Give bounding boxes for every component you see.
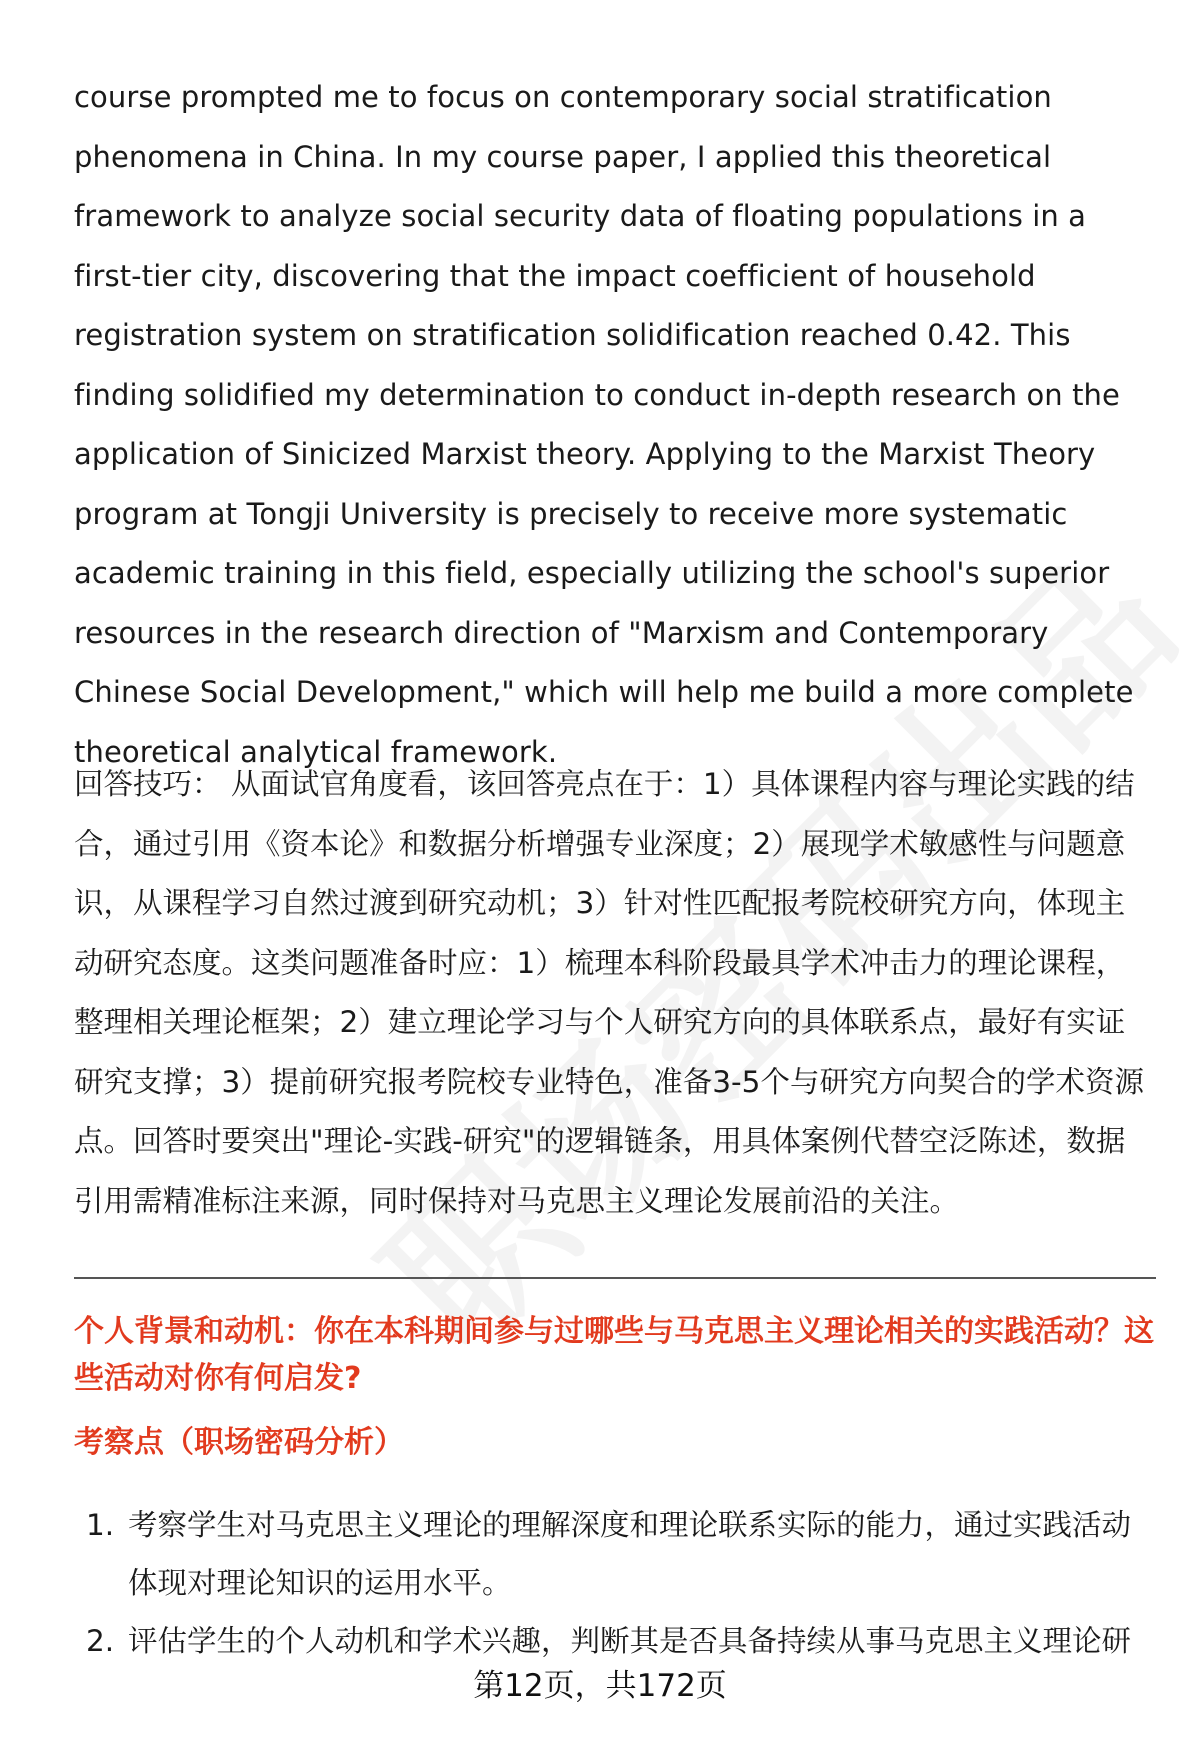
english-answer-paragraph: course prompted me to focus on contemporary social stratification phenomena in China. In my course paper, I applied this theoretical framework to analyze social security data of floating populations in a first-tier city, discovering that the impact coefficient of household registration system on stratification solidification reached 0.42. This finding solidified my determination to conduct in-depth research on the application of Sinicized Marxist theory. Applying to the Marxist Theory program at Tongji University is precisely to receive more systematic academic training in this field, especially utilizing the school's superior resources in the research direction of "Marxism and Contemporary Chinese Social Development," which will help me build a more complete theoretical analytical framework. <box>74 80 1134 769</box>
assessment-points-heading: 考察点（职场密码分析） <box>74 1425 404 1460</box>
page-number-footer: 第12页，共172页 <box>473 1668 727 1704</box>
assessment-points-list <box>74 1496 1156 1670</box>
list-item <box>74 1496 1156 1612</box>
list-item-number: 1. <box>86 1508 115 1542</box>
interview-question: 个人背景和动机：你在本科期间参与过哪些与马克思主义理论相关的实践活动？这些活动对你有何启发? <box>74 1314 1154 1396</box>
list-item-number: 2. <box>86 1624 115 1658</box>
list-item-text: 评估学生的个人动机和学术兴趣，判断其是否具备持续从事马克思主义理论研 <box>128 1624 1132 1658</box>
list-item-text: 考察学生对马克思主义理论的理解深度和理论联系实际的能力，通过实践活动体现对理论知识的运用水平。 <box>128 1508 1132 1600</box>
section-divider <box>74 1277 1156 1279</box>
answer-tips-paragraph: 回答技巧： 从面试官角度看，该回答亮点在于：1）具体课程内容与理论实践的结合，通过引用《资本论》和数据分析增强专业深度；2）展现学术敏感性与问题意识，从课程学习自然过渡到研究动机；3）针对性匹配报考院校研究方向，体现主动研究态度。这类问题准备时应：1）梳理本科阶段最具学术冲击力的理论课程，整理相关理论框架；2）建立理论学习与个人研究方向的具体联系点，最好有实证研究支撑；3）提前研究报考院校专业特色，准备3-5个与研究方向契合的学术资源点。回答时要突出"理论-实践-研究"的逻辑链条，用具体案例代替空泛陈述，数据引用需精准标注来源，同时保持对马克思主义理论发展前沿的关注。 <box>74 767 1144 1218</box>
